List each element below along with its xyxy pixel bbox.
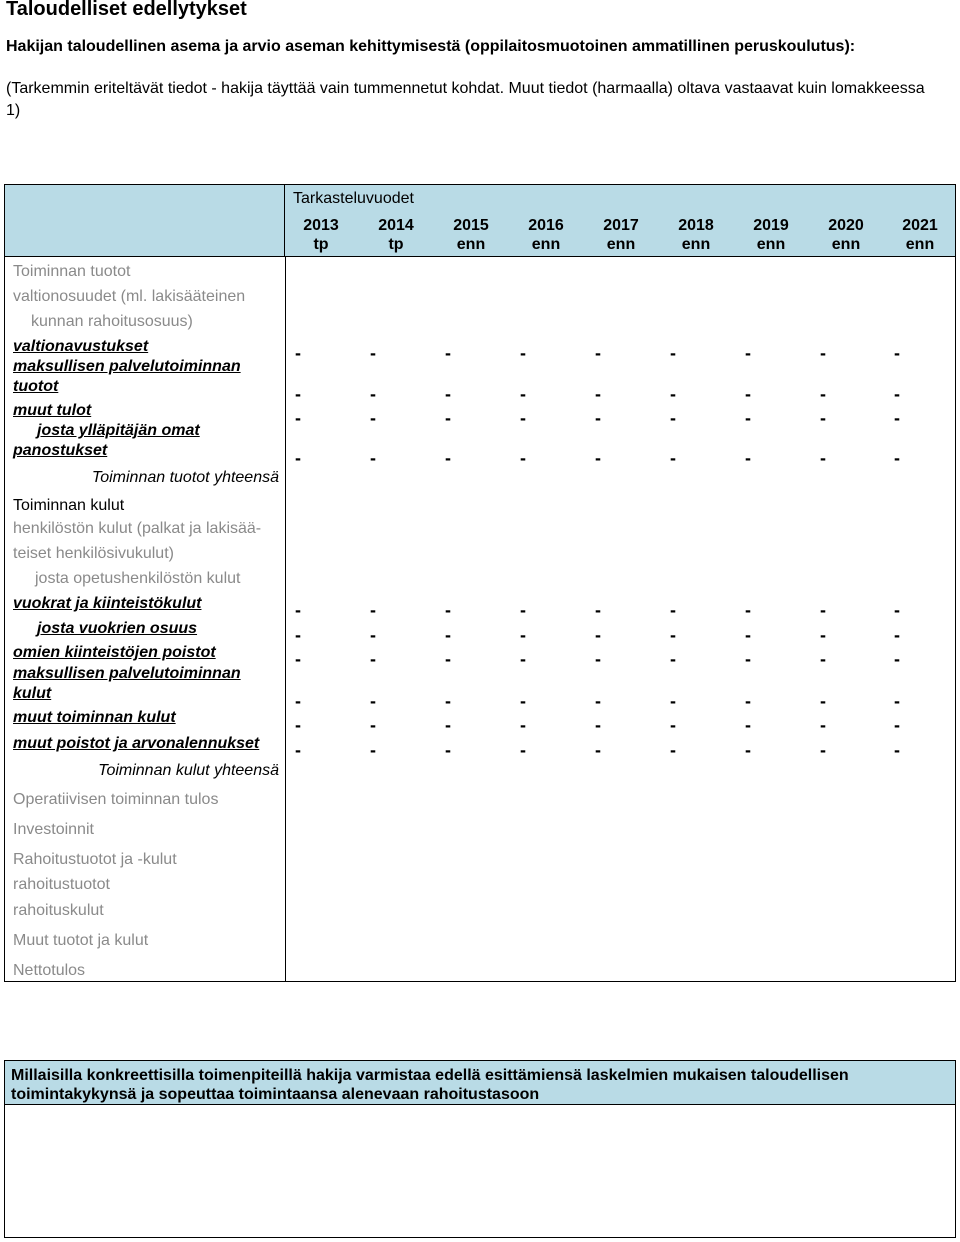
year-column-header <box>364 216 428 254</box>
value-cell[interactable]: - <box>894 715 900 735</box>
value-cell[interactable]: - <box>670 740 676 760</box>
row-label: muut tulot <box>13 402 92 419</box>
year-type-label: enn <box>831 236 861 253</box>
value-cell[interactable]: - <box>820 448 826 468</box>
value-cell[interactable]: - <box>295 600 301 620</box>
year-column-header <box>514 216 578 254</box>
row-label: maksullisen palvelutoiminnan <box>13 358 241 375</box>
value-cell[interactable]: - <box>445 384 451 404</box>
value-cell[interactable]: - <box>820 649 826 669</box>
value-cell[interactable]: - <box>295 740 301 760</box>
value-cell[interactable]: - <box>745 625 751 645</box>
value-cell[interactable]: - <box>670 384 676 404</box>
value-cell[interactable]: - <box>445 408 451 428</box>
value-cell[interactable]: - <box>595 691 601 711</box>
value-cell[interactable]: - <box>295 715 301 735</box>
row-label: maksullisen palvelutoiminnan <box>13 665 241 682</box>
value-cell[interactable]: - <box>445 715 451 735</box>
year-column-header <box>664 216 728 254</box>
value-cell[interactable]: - <box>295 691 301 711</box>
year-column-header <box>439 216 503 254</box>
value-cell[interactable]: - <box>745 600 751 620</box>
value-cell[interactable]: - <box>820 715 826 735</box>
value-cell[interactable]: - <box>370 625 376 645</box>
value-cell[interactable]: - <box>445 343 451 363</box>
value-cell[interactable]: - <box>445 691 451 711</box>
value-cell[interactable]: - <box>820 600 826 620</box>
value-cell[interactable]: - <box>295 649 301 669</box>
row-label: valtionavustukset <box>13 338 149 355</box>
value-cell[interactable]: - <box>894 448 900 468</box>
row-label: kulut <box>13 685 52 702</box>
row-label: Toiminnan kulut <box>13 497 125 514</box>
value-cell[interactable]: - <box>820 740 826 760</box>
year-type-label: enn <box>756 236 786 253</box>
value-cell[interactable]: - <box>445 600 451 620</box>
year-column-header <box>739 216 803 254</box>
row-label: teiset henkilösivukulut) <box>13 545 174 562</box>
value-cell[interactable]: - <box>745 649 751 669</box>
value-cell[interactable]: - <box>595 448 601 468</box>
year-type-label: tp <box>388 236 404 253</box>
value-cell[interactable]: - <box>745 691 751 711</box>
value-cell[interactable]: - <box>745 715 751 735</box>
value-cell[interactable]: - <box>820 408 826 428</box>
value-cell[interactable]: - <box>520 600 526 620</box>
value-cell[interactable]: - <box>295 384 301 404</box>
row-label: muut poistot ja arvonalennukset <box>13 735 260 752</box>
row-label: rahoituskulut <box>13 902 104 919</box>
value-cell[interactable]: - <box>370 600 376 620</box>
row-label: Toiminnan tuotot <box>13 263 131 280</box>
row-label: valtionosuudet (ml. lakisääteinen <box>13 288 246 305</box>
row-label: josta opetushenkilöstön kulut <box>35 570 241 587</box>
value-cell[interactable]: - <box>820 384 826 404</box>
value-cell[interactable]: - <box>520 625 526 645</box>
value-cell[interactable]: - <box>520 740 526 760</box>
value-cell[interactable]: - <box>370 649 376 669</box>
value-cell[interactable]: - <box>670 600 676 620</box>
row-label: Investoinnit <box>13 821 94 838</box>
value-cell[interactable]: - <box>295 625 301 645</box>
row-label: henkilöstön kulut (palkat ja lakisää- <box>13 520 262 537</box>
row-label: omien kiinteistöjen poistot <box>13 644 216 661</box>
value-cell[interactable]: - <box>445 649 451 669</box>
year-column-header <box>814 216 878 254</box>
row-label: panostukset <box>13 442 108 459</box>
period-header: Tarkasteluvuodet <box>293 190 414 207</box>
income-total-label: Toiminnan tuotot yhteensä <box>91 469 279 486</box>
value-cell[interactable]: - <box>295 408 301 428</box>
value-cell[interactable]: - <box>670 649 676 669</box>
value-cell[interactable]: - <box>745 740 751 760</box>
value-cell[interactable]: - <box>894 649 900 669</box>
year-type-label: enn <box>531 236 561 253</box>
year-label: 2020 <box>828 217 864 234</box>
value-cell[interactable]: - <box>894 740 900 760</box>
expense-total-label: Toiminnan kulut yhteensä <box>98 762 279 779</box>
value-cell[interactable]: - <box>670 343 676 363</box>
year-label: 2019 <box>753 217 789 234</box>
row-label: Rahoitustuotot ja -kulut <box>13 851 177 868</box>
year-type-label: enn <box>905 236 935 253</box>
value-cell[interactable]: - <box>520 715 526 735</box>
year-column-header <box>589 216 653 254</box>
year-column-header <box>888 216 952 254</box>
value-cell[interactable]: - <box>520 691 526 711</box>
value-cell[interactable]: - <box>370 715 376 735</box>
year-label: 2015 <box>453 217 489 234</box>
value-cell[interactable]: - <box>894 384 900 404</box>
value-cell[interactable]: - <box>370 691 376 711</box>
row-label: josta vuokrien osuus <box>37 620 198 637</box>
value-cell[interactable]: - <box>820 691 826 711</box>
value-cell[interactable]: - <box>595 715 601 735</box>
year-type-label: enn <box>681 236 711 253</box>
value-cell[interactable]: - <box>520 649 526 669</box>
value-cell[interactable]: - <box>745 384 751 404</box>
value-cell[interactable]: - <box>670 691 676 711</box>
value-cell[interactable]: - <box>595 408 601 428</box>
section-subtitle: Hakijan taloudellinen asema ja arvio aseman kehittymisestä (oppilaitosmuotoinen ammatillinen peruskoulutus): <box>6 38 856 55</box>
value-cell[interactable]: - <box>595 625 601 645</box>
value-cell[interactable]: - <box>520 343 526 363</box>
value-cell[interactable]: - <box>595 600 601 620</box>
value-cell[interactable]: - <box>595 649 601 669</box>
value-cell[interactable]: - <box>670 408 676 428</box>
year-column-header <box>289 216 353 254</box>
value-cell[interactable]: - <box>445 625 451 645</box>
year-type-label: enn <box>456 236 486 253</box>
header-label-cell <box>5 185 285 257</box>
year-label: 2018 <box>678 217 714 234</box>
page-title: Taloudelliset edellytykset <box>6 0 247 20</box>
row-label: rahoitustuotot <box>13 876 110 893</box>
value-cell[interactable]: - <box>894 600 900 620</box>
value-cell[interactable]: - <box>370 384 376 404</box>
value-cell[interactable]: - <box>595 384 601 404</box>
value-cell[interactable]: - <box>894 408 900 428</box>
value-cell[interactable]: - <box>670 715 676 735</box>
value-cell[interactable]: - <box>894 343 900 363</box>
financial-table <box>4 184 956 982</box>
value-cell[interactable]: - <box>820 343 826 363</box>
row-label: Nettotulos <box>13 962 86 979</box>
value-cell[interactable]: - <box>370 343 376 363</box>
value-cell[interactable]: - <box>445 448 451 468</box>
value-cell[interactable]: - <box>370 408 376 428</box>
year-type-label: tp <box>313 236 329 253</box>
value-cell[interactable]: - <box>295 343 301 363</box>
year-label: 2013 <box>303 217 339 234</box>
row-label: josta ylläpitäjän omat <box>37 422 200 439</box>
question-text: Millaisilla konkreettisilla toimenpiteillä hakija varmistaa edellä esittämiensä laskelmien mukaisen taloudellisen toimintakykynsä ja sopeuttaa toimintaansa alenevaan rahoitustasoon <box>11 1067 849 1103</box>
year-type-label: enn <box>606 236 636 253</box>
value-cell[interactable]: - <box>670 448 676 468</box>
answer-area[interactable] <box>5 1105 955 1237</box>
value-cell[interactable]: - <box>295 448 301 468</box>
value-cell[interactable]: - <box>595 343 601 363</box>
row-label: Muut tuotot ja kulut <box>13 932 149 949</box>
year-label: 2017 <box>603 217 639 234</box>
value-cell[interactable]: - <box>894 625 900 645</box>
value-cell[interactable]: - <box>520 408 526 428</box>
value-cell[interactable]: - <box>894 691 900 711</box>
value-cell[interactable]: - <box>670 625 676 645</box>
year-label: 2021 <box>902 217 938 234</box>
value-cell[interactable]: - <box>520 448 526 468</box>
value-cell[interactable]: - <box>820 625 826 645</box>
value-cell[interactable]: - <box>745 343 751 363</box>
row-label: tuotot <box>13 378 59 395</box>
instructions-note: (Tarkemmin eriteltävät tiedot - hakija täyttää vain tummennetut kohdat. Muut tiedot (harmaalla) oltava vastaavat kuin lomakkeessa 1) <box>6 80 925 119</box>
row-label: vuokrat ja kiinteistökulut <box>13 595 202 612</box>
value-cell[interactable]: - <box>445 740 451 760</box>
year-label: 2014 <box>378 217 414 234</box>
row-label: muut toiminnan kulut <box>13 709 176 726</box>
row-label: kunnan rahoitusosuus) <box>31 313 193 330</box>
row-label: Operatiivisen toiminnan tulos <box>13 791 219 808</box>
value-cell[interactable]: - <box>370 448 376 468</box>
value-cell[interactable]: - <box>370 740 376 760</box>
value-cell[interactable]: - <box>745 408 751 428</box>
year-label: 2016 <box>528 217 564 234</box>
value-cell[interactable]: - <box>520 384 526 404</box>
value-cell[interactable]: - <box>595 740 601 760</box>
value-cell[interactable]: - <box>745 448 751 468</box>
action-plan-box <box>4 1060 956 1238</box>
